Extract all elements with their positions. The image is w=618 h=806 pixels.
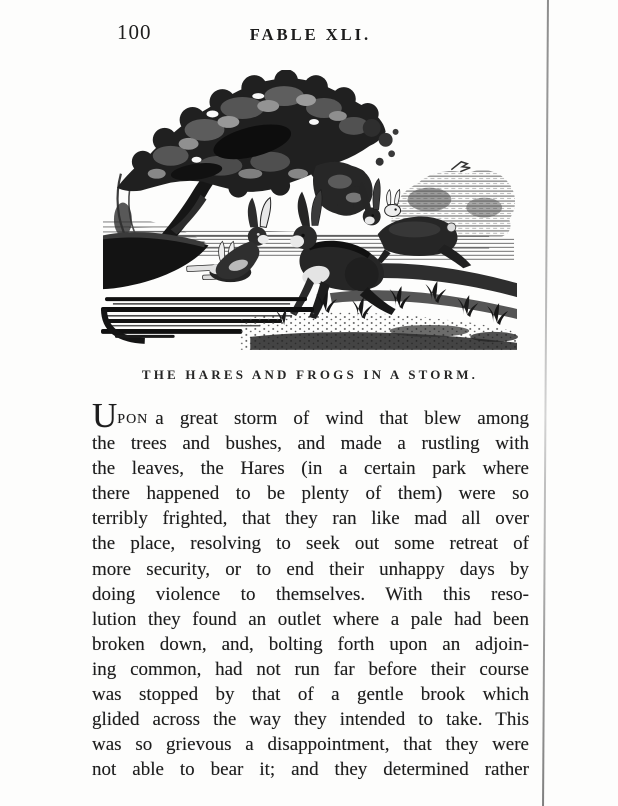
body-line: terribly frighted, that they ran like mad all over — [92, 508, 529, 530]
body-line: the leaves, the Hares (in a certain park where — [92, 458, 529, 480]
page-number: 100 — [117, 20, 152, 44]
body-line: broken down, and, bolting forth upon an adjoin- — [92, 633, 529, 655]
illustration-woodcut — [101, 70, 519, 354]
body-line: not able to bear it; and they determined rather — [92, 759, 529, 781]
twig — [451, 162, 470, 172]
body-line: lution they found an outlet where a pale had been — [92, 608, 529, 630]
body-line: doing violence to themselves. With this reso- — [92, 583, 529, 605]
body-line: the place, resolving to seek out some retreat of — [92, 533, 529, 555]
left-bank — [103, 232, 208, 289]
body-line: was so grievous a disappointment, that they were — [92, 734, 529, 756]
body-line — [92, 396, 529, 435]
body-line: ing common, had not run far before their course — [92, 658, 529, 680]
body-line: glided across the way they intended to take. This — [92, 709, 529, 731]
page-edge-scan-line — [542, 0, 549, 806]
fable-body — [92, 396, 529, 782]
fable-title: THE HARES AND FROGS IN A STORM. — [141, 367, 479, 382]
body-line-text: a great storm of wind that blew among — [155, 408, 529, 429]
running-header: FABLE XLI. — [249, 25, 372, 44]
dropcap-smallcaps: PON — [117, 412, 149, 427]
body-line: was stopped by that of a gentle brook which — [92, 684, 529, 706]
hare-small-white — [385, 190, 401, 217]
body-line: there happened to be plenty of them) were so — [92, 483, 529, 505]
body-line: more security, or to end their unhappy days by — [92, 558, 529, 580]
dropcap-initial: U — [92, 396, 118, 435]
body-line: the trees and bushes, and made a rustling with — [92, 433, 529, 455]
